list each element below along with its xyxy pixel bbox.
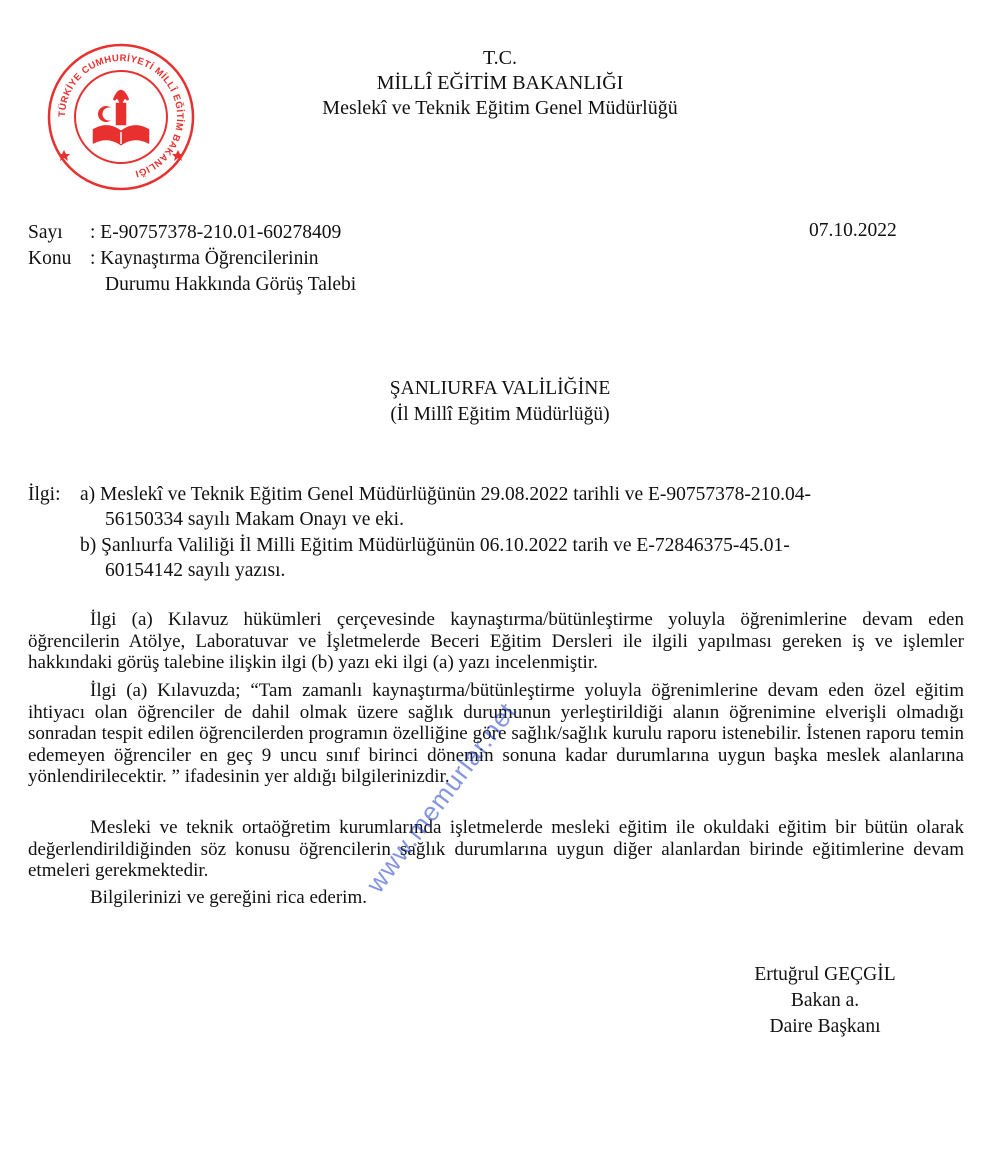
konu-value-line2: Durumu Hakkında Görüş Talebi <box>105 274 357 295</box>
sayi-row <box>28 220 341 246</box>
header-directorate: Meslekî ve Teknik Eğitim Genel Müdürlüğü <box>322 97 678 119</box>
body-paragraph-2: İlgi (a) Kılavuzda; “Tam zamanlı kaynaştırma/bütünleştirme yoluyla öğrenimlerine devam eden özel eğitim ihtiyacı olan öğrenciler de dahil olmak üzere sağlık durumunun yerleştirildiği alanın öğrenimine elverişli olmadığı sonradan tespit edilen öğrencilerden programın özelliğine göre sağlık/sağlık kurulu raporu istenebilir. İstenen raporu temin edemeyen öğrenciler en geç 9 uncu sınıf birinci dönemin sonuna kadar durumlarına uygun başka meslek alanlarına yönlendirilecektir. ” ifadesinin yer aldığı bilgilerinizdir. <box>28 680 964 787</box>
ministry-seal <box>46 42 196 192</box>
sayi-value: : E-90757378-210.01-60278409 <box>90 222 342 243</box>
seal-ring-text: TÜRKİYE CUMHURİYETİ MİLLÎ EĞİTİM BAKANLIĞI <box>56 52 186 180</box>
ilgi-label: İlgi: <box>28 484 61 505</box>
addressee-title: ŞANLIURFA VALİLİĞİNE <box>389 378 611 399</box>
ministry-seal-icon <box>46 42 196 192</box>
ilgi-a-line2: 56150334 sayılı Makam Onayı ve eki. <box>105 509 404 530</box>
header-ministry: MİLLÎ EĞİTİM BAKANLIĞI <box>376 72 624 94</box>
konu-value: : Kaynaştırma Öğrencilerinin <box>90 248 319 269</box>
signatory-title: Daire Başkanı <box>769 1016 881 1037</box>
ilgi-b-line1: b) Şanlıurfa Valiliği İl Milli Eğitim Müdürlüğünün 06.10.2022 tarih ve E-72846375-45.01- <box>80 535 790 556</box>
document-date: 07.10.2022 <box>809 220 897 241</box>
body-paragraph-1: İlgi (a) Kılavuz hükümleri çerçevesinde kaynaştırma/bütünleştirme yoluyla öğrenimlerine devam eden öğrencilerin Atölye, Laboratuvar ve İşletmelerde Beceri Eğitim Dersleri ile ilgili yapılması gereken iş ve işlemler hakkındaki görüş talebine ilişkin ilgi (b) yazı eki ilgi (a) yazı incelenmiştir. <box>28 609 964 673</box>
signature-block <box>700 962 950 1040</box>
sayi-label: Sayı <box>28 222 63 243</box>
signatory-name: Ertuğrul GEÇGİL <box>754 964 896 985</box>
konu-row <box>28 246 319 272</box>
header-tc: T.C. <box>482 47 518 69</box>
body-paragraph-4: Bilgilerinizi ve gereğini rica ederim. <box>90 887 367 908</box>
watermark-text: www.memurlar.net <box>360 696 523 899</box>
body-paragraph-3: Mesleki ve teknik ortaöğretim kurumlarında işletmelerde mesleki eğitim ile okuldaki eğitim bir bütün olarak değerlendirildiğinden söz konusu öğrencilerin sağlık durumlarına uygun diğer alanlardan birinde eğitimlerine devam etmeleri gerekmektedir. <box>28 817 964 881</box>
signatory-authority: Bakan a. <box>790 990 860 1011</box>
konu-label: Konu <box>28 248 72 269</box>
ilgi-a-line1: a) Meslekî ve Teknik Eğitim Genel Müdürlüğünün 29.08.2022 tarihli ve E-90757378-210.04- <box>80 484 812 505</box>
ilgi-b-line2: 60154142 sayılı yazısı. <box>105 560 286 581</box>
addressee-subtitle: (İl Millî Eğitim Müdürlüğü) <box>390 404 610 425</box>
